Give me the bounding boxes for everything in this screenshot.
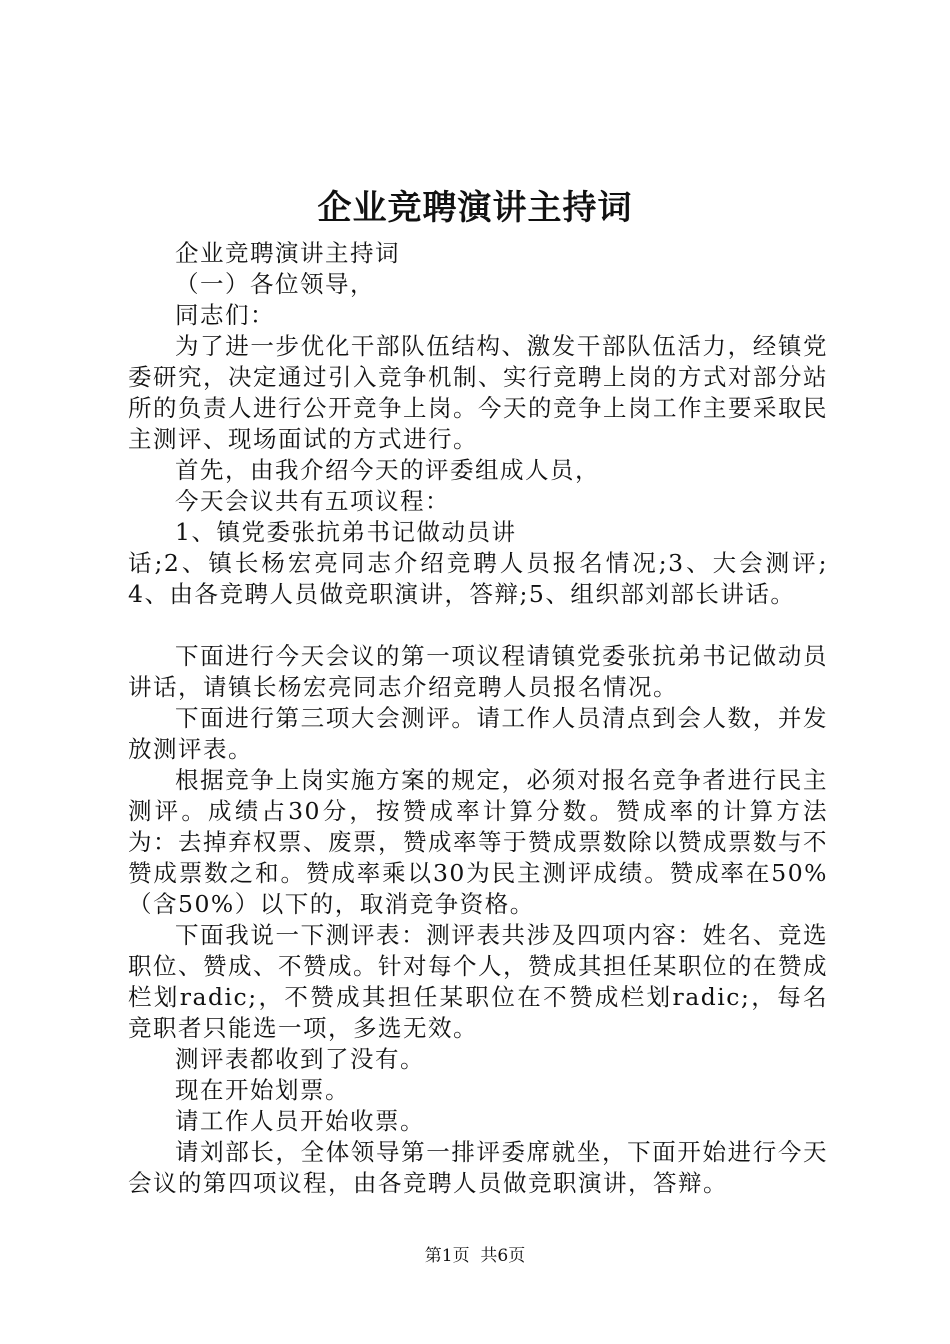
- paragraph-evaluation-form: 下面我说一下测评表：测评表共涉及四项内容：姓名、竞选职位、赞成、不赞成。针对每个人，赞成其担任某职位的在赞成栏划radic;，不赞成其担任某职位在不赞成栏划radic;，每名竞职者只能选一项，多选无效。: [128, 921, 828, 1042]
- paragraph-forms-received: 测评表都收到了没有。: [175, 1045, 425, 1073]
- paragraph-fourth-item: 请刘部长，全体领导第一排评委席就坐，下面开始进行今天会议的第四项议程，由各竞聘人员做竞职演讲，答辩。: [128, 1138, 828, 1197]
- paragraph-first-item: 下面进行今天会议的第一项议程请镇党委张抗弟书记做动员讲话，请镇长杨宏亮同志介绍竞聘人员报名情况。: [128, 642, 828, 701]
- paragraph-greeting-comrades: 同志们：: [175, 301, 275, 329]
- paragraph-start-voting: 现在开始划票。: [175, 1076, 350, 1104]
- paragraph-agenda-items: 话;2、镇长杨宏亮同志介绍竞聘人员报名情况;3、大会测评;4、由各竞聘人员做竞职演讲，答辩;5、组织部刘部长讲话。: [128, 549, 828, 608]
- paragraph-evaluation-rules: 根据竞争上岗实施方案的规定，必须对报名竞争者进行民主测评。成绩占30分，按赞成率计算分数。赞成率的计算方法为：去掉弃权票、废票，赞成率等于赞成票数除以赞成票数与不赞成票数之和。赞成率乘以30为民主测评成绩。赞成率在50%（含50%）以下的，取消竞争资格。: [128, 766, 828, 918]
- paragraph-introduce-judges: 首先，由我介绍今天的评委组成人员，: [175, 456, 600, 484]
- paragraph-agenda-intro: 今天会议共有五项议程：: [175, 487, 450, 515]
- document-body: [128, 238, 828, 1199]
- paragraph-collect-votes: 请工作人员开始收票。: [175, 1107, 425, 1135]
- page-number: 第1页 共6页: [424, 1246, 526, 1266]
- paragraph-subtitle: 企业竞聘演讲主持词: [175, 239, 400, 267]
- paragraph-purpose: 为了进一步优化干部队伍结构、激发干部队伍活力，经镇党委研究，决定通过引入竞争机制、实行竞聘上岗的方式对部分站所的负责人进行公开竞争上岗。今天的竞争上岗工作主要采取民主测评、现场面试的方式进行。: [128, 332, 828, 453]
- paragraph-agenda-item-1: 1、镇党委张抗弟书记做动员讲: [175, 518, 517, 546]
- document-title: 企业竞聘演讲主持词: [317, 188, 633, 228]
- paragraph-third-item: 下面进行第三项大会测评。请工作人员清点到会人数，并发放测评表。: [128, 704, 828, 763]
- paragraph-greeting-leaders: （一）各位领导，: [175, 270, 375, 298]
